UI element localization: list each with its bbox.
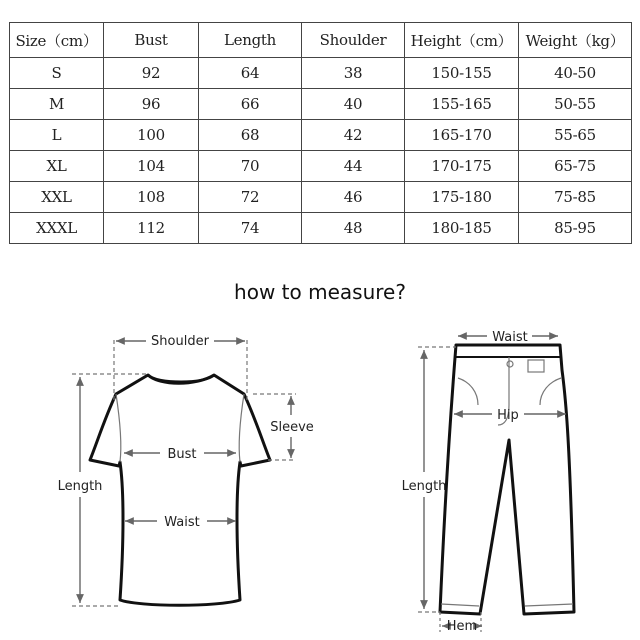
- cell-weight: 50-55: [519, 89, 632, 120]
- cell-length: 70: [199, 151, 302, 182]
- header-size: Size（cm）: [10, 23, 104, 58]
- cell-size: S: [10, 58, 104, 89]
- pants-right-pocket: [540, 378, 561, 405]
- header-shoulder: Shoulder: [302, 23, 405, 58]
- cell-shoulder: 44: [302, 151, 405, 182]
- cell-bust: 100: [104, 120, 199, 151]
- cell-length: 64: [199, 58, 302, 89]
- cell-length: 74: [199, 213, 302, 244]
- tshirt-collar: [148, 375, 214, 382]
- pants-hem-label: Hem: [446, 619, 478, 634]
- cell-height: 170-175: [405, 151, 519, 182]
- cell-weight: 85-95: [519, 213, 632, 244]
- header-bust: Bust: [104, 23, 199, 58]
- cell-bust: 96: [104, 89, 199, 120]
- cell-shoulder: 48: [302, 213, 405, 244]
- tshirt-outline: [90, 375, 270, 605]
- shoulder-label: Shoulder: [151, 334, 209, 349]
- pants-length-label: Length: [401, 479, 447, 494]
- cell-height: 180-185: [405, 213, 519, 244]
- sleeve-label: Sleeve: [270, 420, 314, 435]
- how-to-measure-heading: how to measure?: [234, 280, 406, 304]
- pants-left-pocket: [458, 378, 478, 405]
- pants-outline: [440, 345, 574, 614]
- cell-bust: 104: [104, 151, 199, 182]
- cell-length: 66: [199, 89, 302, 120]
- cell-size: XL: [10, 151, 104, 182]
- cell-height: 165-170: [405, 120, 519, 151]
- pants-right-hem-line: [525, 604, 573, 606]
- header-height: Height（cm）: [405, 23, 519, 58]
- cell-weight: 75-85: [519, 182, 632, 213]
- cell-size: M: [10, 89, 104, 120]
- cell-size: XXL: [10, 182, 104, 213]
- cell-size: L: [10, 120, 104, 151]
- cell-length: 68: [199, 120, 302, 151]
- cell-weight: 65-75: [519, 151, 632, 182]
- cell-height: 175-180: [405, 182, 519, 213]
- cell-size: XXXL: [10, 213, 104, 244]
- header-weight: Weight（kg）: [519, 23, 632, 58]
- pants-left-hem-line: [441, 604, 479, 606]
- cell-weight: 55-65: [519, 120, 632, 151]
- pants-coin-pocket: [528, 360, 544, 372]
- cell-height: 150-155: [405, 58, 519, 89]
- pants-button: [507, 361, 513, 367]
- cell-height: 155-165: [405, 89, 519, 120]
- cell-bust: 92: [104, 58, 199, 89]
- pants-figure: [440, 345, 574, 614]
- cell-shoulder: 38: [302, 58, 405, 89]
- tshirt-left-sleeve-seam: [116, 394, 121, 462]
- waist-label: Waist: [164, 515, 200, 530]
- bust-label: Bust: [167, 447, 197, 462]
- cell-length: 72: [199, 182, 302, 213]
- cell-shoulder: 40: [302, 89, 405, 120]
- header-length: Length: [199, 23, 302, 58]
- pants-waist-label: Waist: [492, 330, 528, 345]
- length-label: Length: [57, 479, 103, 494]
- cell-bust: 112: [104, 213, 199, 244]
- cell-weight: 40-50: [519, 58, 632, 89]
- pants-hip-label: Hip: [497, 408, 519, 423]
- tshirt-figure: [90, 375, 270, 605]
- cell-shoulder: 46: [302, 182, 405, 213]
- tshirt-right-sleeve-seam: [239, 394, 244, 462]
- cell-bust: 108: [104, 182, 199, 213]
- cell-shoulder: 42: [302, 120, 405, 151]
